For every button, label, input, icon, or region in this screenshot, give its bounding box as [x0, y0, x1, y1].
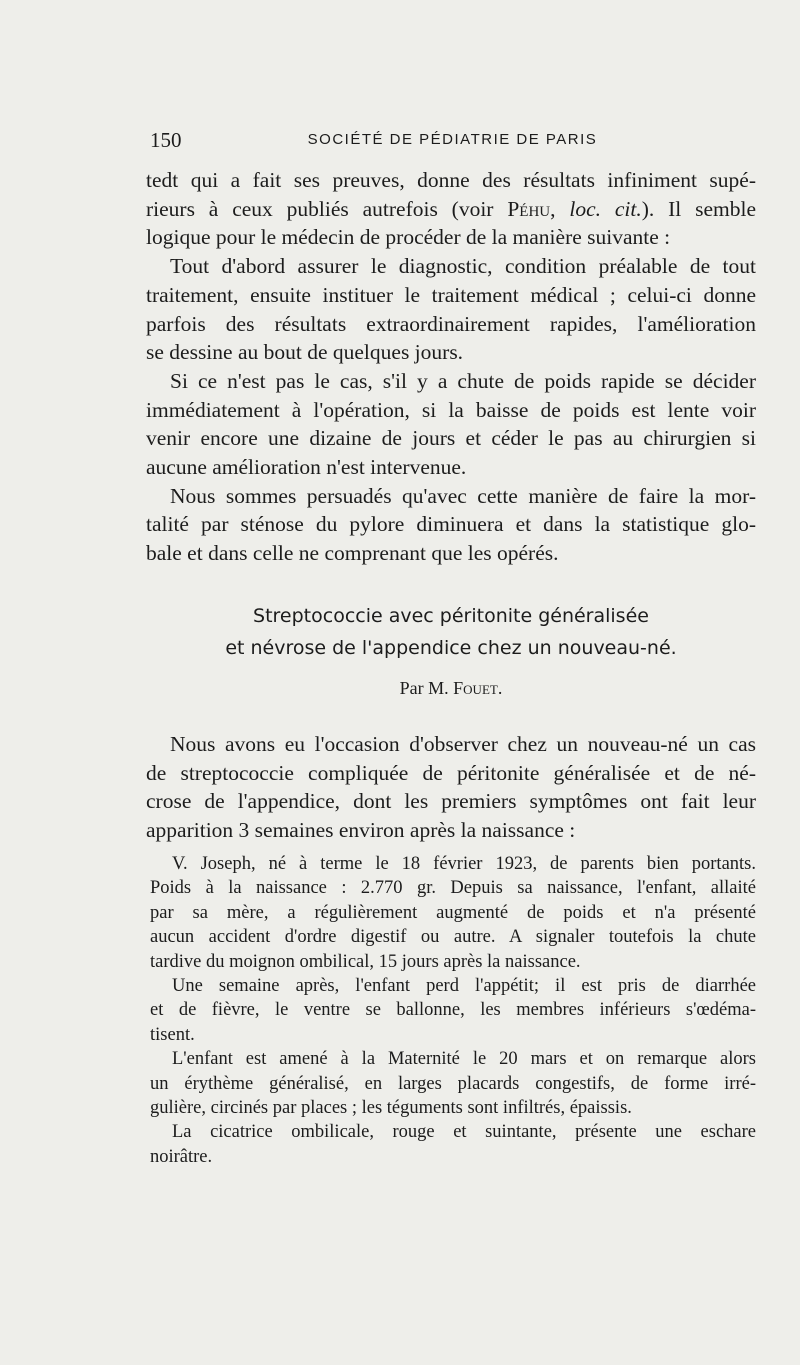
text-line: aucun accident d'ordre digestif ou autre. A signaler toutefois la chute [150, 927, 756, 948]
observation [150, 852, 756, 1169]
text-line: aucune amélioration n'est intervenue. [146, 455, 467, 480]
text-line: un érythème généralisé, en larges placards congestifs, de forme irré- [150, 1073, 756, 1094]
text-line: traitement, ensuite instituer le traitement médical ; celui-ci donne [146, 282, 756, 307]
text-line: apparition 3 semaines environ après la naissance : [146, 818, 576, 843]
text-line: V. Joseph, né à terme le 18 février 1923, de parents bien portants. [172, 854, 756, 874]
text-line: tardive du moignon ombilical, 15 jours après la naissance. [150, 951, 581, 972]
intro-section [146, 166, 756, 568]
intro-paragraph-4 [146, 482, 756, 568]
text-line: Tout d'abord assurer le diagnostic, condition préalable de tout [170, 254, 756, 279]
citation: loc. cit. [569, 196, 642, 221]
text-line: par sa mère, a régulièrement augmenté de poids et n'a présenté [150, 902, 756, 923]
text-line: Nous sommes persuadés qu'avec cette manière de faire la mor- [170, 483, 756, 508]
article-author: Par M. Fouet. [399, 678, 503, 698]
text-line: gulière, circinés par places ; les téguments sont infiltrés, épaissis. [150, 1098, 632, 1119]
author-name: Fouet [453, 678, 498, 698]
text-line: bale et dans celle ne comprenant que les opérés. [146, 541, 559, 566]
text-line: talité par sténose du pylore diminuera et dans la statistique glo- [146, 512, 756, 537]
running-title: SOCIÉTÉ DE PÉDIATRIE DE PARIS [307, 131, 598, 148]
article-title-line-1: Streptococcie avec péritonite généralisée [253, 605, 649, 627]
intro-paragraph-1 [146, 166, 756, 252]
observation-paragraph-3 [150, 1047, 756, 1120]
text-line: tisent. [150, 1024, 195, 1045]
text-line: et de fièvre, le ventre se ballonne, les membres inférieurs s'œdéma- [150, 1000, 756, 1021]
article-intro [146, 730, 756, 845]
author-reference: Péhu [507, 196, 551, 221]
observation-paragraph-2 [150, 974, 756, 1047]
text-line: Si ce n'est pas le cas, s'il y a chute de poids rapide se décider [170, 368, 756, 393]
article-title-line-2: et névrose de l'appendice chez un nouveau-né. [225, 637, 677, 659]
intro-paragraph-3 [146, 367, 756, 482]
text-line: de streptococcie compliquée de péritonite généralisée et de né- [146, 760, 756, 785]
observation-paragraph-1 [150, 852, 756, 974]
text-line: parfois des résultats extraordinairement rapides, l'amélioration [146, 311, 756, 336]
text-line: logique pour le médecin de procéder de la manière suivante : [146, 225, 671, 250]
text-line: tedt qui a fait ses preuves, donne des résultats infiniment supé- [146, 168, 756, 192]
text-line: immédiatement à l'opération, si la baisse de poids est lente voir [146, 397, 756, 422]
running-head [150, 128, 755, 158]
text-line: se dessine au bout de quelques jours. [146, 340, 464, 365]
intro-paragraph-2 [146, 252, 756, 367]
text-line: L'enfant est amené à la Maternité le 20 mars et on remarque alors [172, 1049, 756, 1070]
text-line: La cicatrice ombilicale, rouge et suintante, présente une eschare [172, 1122, 756, 1143]
text-line: crose de l'appendice, dont les premiers symptômes ont fait leur [146, 789, 756, 814]
observation-paragraph-4 [150, 1120, 756, 1169]
text-line: rieurs à ceux publiés autrefois (voir Péhu, loc. cit.). Il semble [146, 196, 756, 221]
text-line: Nous avons eu l'occasion d'observer chez un nouveau-né un cas [170, 732, 756, 756]
text-line: venir encore une dizaine de jours et céder le pas au chirurgien si [146, 426, 756, 451]
text-line: noirâtre. [150, 1146, 213, 1167]
page-number: 150 [150, 128, 182, 152]
article-title [146, 600, 756, 664]
text-line: Poids à la naissance : 2.770 gr. Depuis sa naissance, l'enfant, allaité [150, 878, 756, 899]
article-paragraph-1 [146, 730, 756, 845]
text-line: Une semaine après, l'enfant perd l'appétit; il est pris de diarrhée [172, 976, 756, 997]
